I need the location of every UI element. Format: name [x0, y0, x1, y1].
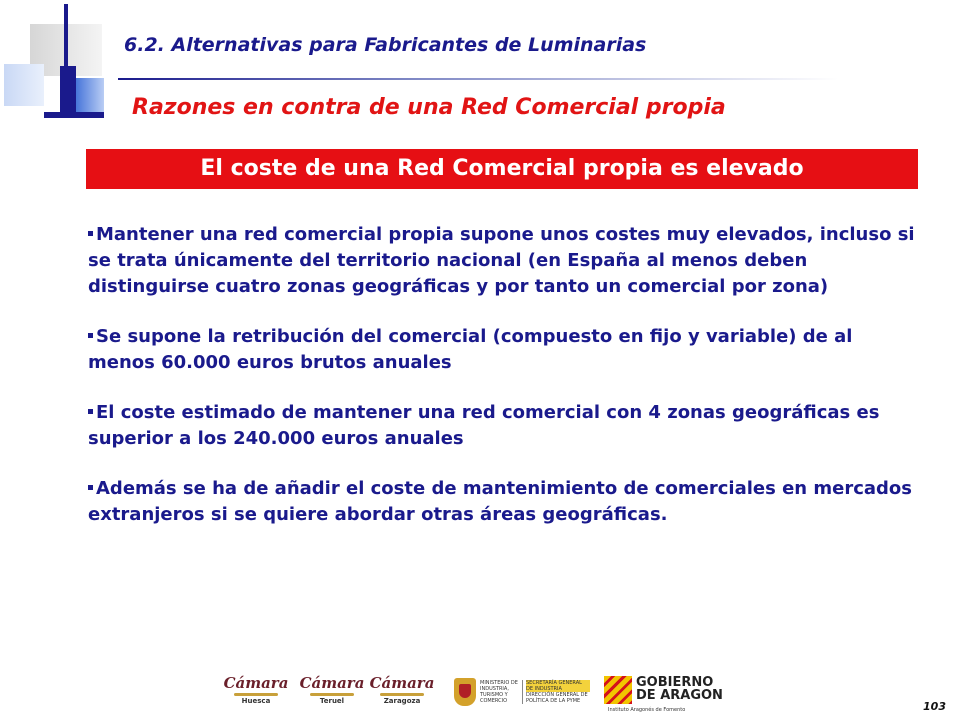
- bullet-item: [88, 400, 918, 452]
- square-bullet-icon: [88, 231, 93, 236]
- aragon-line1: GOBIERNO: [636, 675, 714, 690]
- slide-subtitle: Razones en contra de una Red Comercial propia: [132, 95, 726, 120]
- header-divider: [118, 78, 838, 80]
- square-bullet-icon: [88, 485, 93, 490]
- ministry-logo: [454, 676, 588, 710]
- ministry-name: MINISTERIO DE INDUSTRIA, TURISMO Y COMERCIO: [480, 680, 523, 704]
- spain-coat-of-arms-icon: [454, 678, 476, 706]
- camara-logo-text: Cámara: [223, 674, 289, 692]
- bullet-list: [88, 222, 918, 552]
- ministry-secretaria: SECRETARÍA GENERAL DE INDUSTRIA: [526, 680, 590, 692]
- corner-logo-navy-line: [64, 4, 68, 116]
- camara-logo-text: Cámara: [299, 674, 365, 692]
- camara-city: Teruel: [319, 697, 345, 705]
- square-bullet-icon: [88, 409, 93, 414]
- bullet-item: [88, 324, 918, 376]
- bullet-item: [88, 476, 918, 528]
- bullet-text: Además se ha de añadir el coste de mantenimiento de comerciales en mercados extranjeros si se quiere abordar otras áreas geográficas.: [88, 478, 913, 525]
- camara-teruel-logo: [298, 674, 366, 706]
- ministry-direccion: DIRECCIÓN GENERAL DE POLÍTICA DE LA PYME: [526, 692, 588, 704]
- bullet-text: Se supone la retribución del comercial (compuesto en fijo y variable) de al menos 60.000 euros brutos anuales: [88, 326, 853, 373]
- ministry-departments: [526, 680, 590, 704]
- aragon-name: [636, 676, 723, 702]
- bullet-item: [88, 222, 918, 300]
- section-title: 6.2. Alternativas para Fabricantes de Luminarias: [124, 34, 647, 56]
- aragon-institute: Instituto Aragonés de Fomento: [608, 707, 686, 713]
- corner-logo-navy-base: [44, 112, 104, 118]
- corner-logo-navy-bar: [60, 66, 76, 116]
- corner-logo-blue-block: [4, 64, 44, 106]
- highlight-banner: El coste de una Red Comercial propia es elevado: [86, 149, 918, 189]
- page-number: 103: [923, 700, 946, 713]
- gobierno-aragon-logo: [604, 676, 754, 716]
- square-bullet-icon: [88, 333, 93, 338]
- aragon-line2: DE ARAGON: [636, 688, 723, 703]
- camara-zaragoza-logo: [368, 674, 436, 706]
- camara-city: Zaragoza: [383, 697, 421, 705]
- camara-huesca-logo: [222, 674, 290, 706]
- bullet-text: El coste estimado de mantener una red comercial con 4 zonas geográficas es superior a los 240.000 euros anuales: [88, 402, 880, 449]
- camara-city: Huesca: [241, 697, 271, 705]
- aragon-flag-icon: [604, 676, 632, 704]
- camara-logo-text: Cámara: [369, 674, 435, 692]
- bullet-text: Mantener una red comercial propia supone unos costes muy elevados, incluso si se trata únicamente del territorio nacional (en España al menos deben distinguirse cuatro zonas geográficas y por tanto un comercial por zona): [88, 224, 915, 297]
